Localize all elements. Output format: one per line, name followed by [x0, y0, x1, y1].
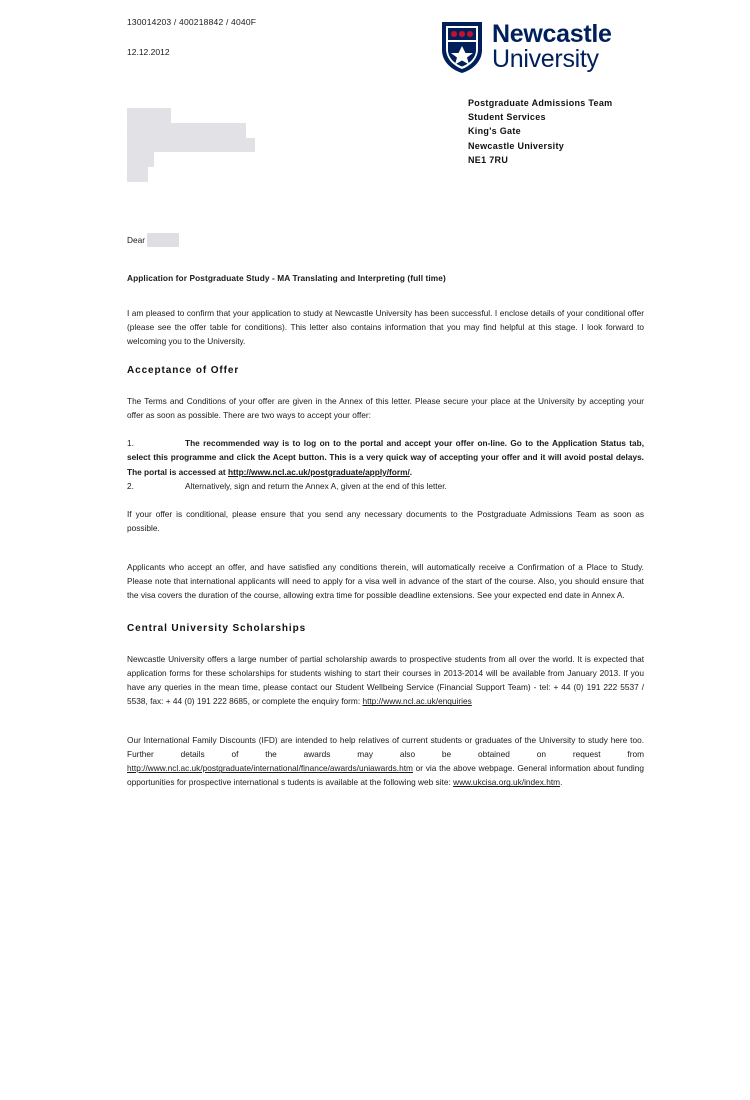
ifd-text-end: . [560, 777, 563, 788]
sender-line: Student Services [468, 112, 546, 123]
paragraph-spacer [127, 550, 644, 560]
logo-line-2: University [492, 45, 599, 73]
portal-link[interactable]: http://www.ncl.ac.uk/postgraduate/apply/form/ [228, 466, 410, 477]
logo-line-1: Newcastle [492, 20, 612, 48]
salutation-prefix: Dear [127, 235, 148, 245]
sender-address [468, 96, 612, 167]
university-logo [440, 18, 640, 76]
enquiries-link[interactable]: http://www.ncl.ac.uk/enquiries [362, 696, 472, 707]
intro-paragraph: I am pleased to confirm that your application to study at Newcastle University has been successful. I enclose details of your conditional offer (please see the offer table for conditions). This letter also contains information that you may find helpful at this stage. I look forward to welcoming you to the University. [127, 307, 644, 347]
acceptance-option-2 [127, 479, 644, 493]
ukcisa-link[interactable]: www.ukcisa.org.uk/index.htm [453, 777, 561, 788]
salutation [127, 233, 644, 247]
recipient-line [127, 138, 255, 153]
ifd-text-start: Our International Family Discounts (IFD) are intended to help relatives of current students or graduates of the University to study here too. Further details of the awards may also be obtained on request from [127, 734, 644, 759]
ifd-text-middle: or via the above webpage. General information about funding opportunities for prospective international s tudents is available at the following web site: [127, 763, 644, 788]
recipient-line [127, 108, 171, 123]
subject-line: Application for Postgraduate Study - MA Translating and Interpreting (full time) [127, 273, 446, 284]
salutation-name [147, 233, 179, 247]
option-1-number: 1. [127, 438, 134, 449]
section-acceptance-of-offer: Acceptance of Offer [127, 365, 240, 377]
option-2-number: 2. [127, 480, 134, 491]
paragraph-spacer [127, 723, 644, 733]
scholarships-paragraph [127, 652, 644, 709]
option-1-text: The recommended way is to log on to the portal and accept your offer on-line. Go to the Application Status tab, select this programme and click the Acept button. This is a very quick way of accepting your offer and it will avoid postal delays. The portal is accessed at [127, 438, 644, 477]
scholarships-text: Newcastle University offers a large number of partial scholarship awards to prospective students from all over the world. It is expected that application forms for these scholarships for students wishing to start their courses in 2013-2014 will be available from January 2013. If you have any queries in the mean time, please contact our Student Wellbeing Service (Financial Support Team) - tel: + 44 (0) 191 222 5537 / 5538, fax: + 44 (0) 191 222 8685, or complete the enquiry form: [127, 653, 644, 707]
cas-paragraph: Applicants who accept an offer, and have satisfied any conditions therein, will automatically receive a Confirmation of a Place to Study. Please note that international applicants will need to apply for a visa well in advance of the start of the course. Also, you should ensure that the visa covers the duration of the course, allowing extra time for possible deadline extensions. See your expected end date in Annex A. [127, 561, 644, 601]
recipient-address [127, 108, 255, 182]
acceptance-option-1 [127, 436, 644, 479]
recipient-line [127, 152, 154, 167]
ifd-paragraph [127, 733, 644, 790]
reference-line: 130014203 / 400218842 / 4040F [127, 17, 257, 27]
recipient-line [127, 167, 148, 182]
sender-line: Newcastle University [468, 140, 565, 151]
sender-line: King's Gate [468, 126, 521, 137]
shield-crest-icon [440, 20, 484, 74]
sender-line: NE1 7RU [468, 154, 509, 165]
option-1-text-end: . [409, 466, 413, 477]
logo-wordmark [492, 22, 612, 72]
date-line: 12.12.2012 [127, 47, 170, 57]
option-2-text: Alternatively, sign and return the Annex A, given at the end of this letter. [185, 480, 447, 491]
sender-line: Postgraduate Admissions Team [468, 98, 613, 108]
acceptance-intro-paragraph: The Terms and Conditions of your offer are given in the Annex of this letter. Please secure your place at the University by accepting your offer as soon as possible. There are two ways to accept your offer: [127, 395, 644, 420]
recipient-line [127, 123, 246, 138]
letter-body [127, 233, 644, 804]
uniawards-link[interactable]: http://www.ncl.ac.uk/postgraduate/international/finance/awards/uniawards.htm [127, 763, 413, 774]
section-central-university-scholarships: Central University Scholarships [127, 623, 307, 635]
conditional-offer-paragraph: If your offer is conditional, please ensure that you send any necessary documents to the Postgraduate Admissions Team as soon as possible. [127, 509, 644, 534]
